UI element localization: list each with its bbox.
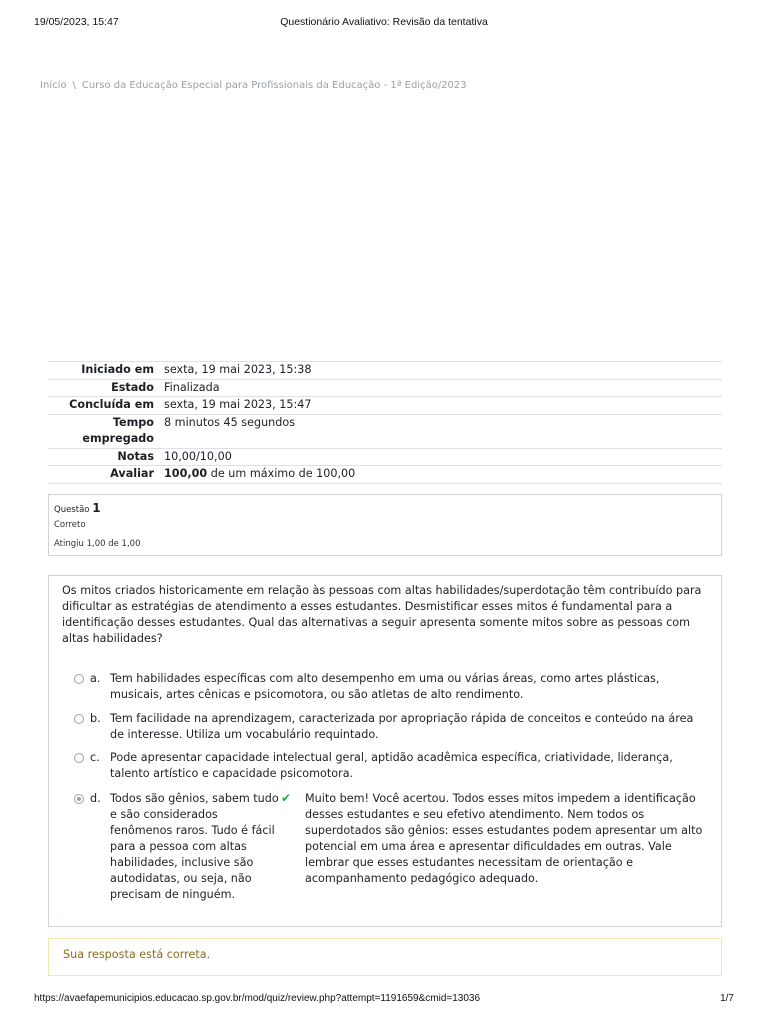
attempt-summary-table — [48, 361, 722, 484]
grade-max: de um máximo de 100,00 — [207, 467, 356, 480]
summary-row — [48, 362, 722, 380]
summary-row — [48, 397, 722, 415]
answer-letter: a. — [90, 672, 101, 685]
summary-label: Concluída em — [69, 398, 154, 411]
question-info — [48, 494, 722, 556]
summary-label: Iniciado em — [81, 363, 154, 376]
answer-radio[interactable] — [74, 714, 84, 724]
summary-value: 8 minutos 45 segundos — [164, 415, 296, 429]
answer-letter: d. — [90, 792, 101, 805]
summary-row — [48, 414, 722, 448]
summary-row — [48, 448, 722, 466]
print-page-number: 1/7 — [720, 993, 734, 1004]
print-header — [34, 16, 734, 30]
summary-label: Avaliar — [110, 467, 154, 480]
summary-value: 10,00/10,00 — [164, 449, 232, 463]
summary-row — [48, 379, 722, 397]
print-url: https://avaefapemunicipios.educacao.sp.gov.br/mod/quiz/review.php?attempt=1191659&cmid=13036 — [34, 993, 481, 1004]
question-number — [54, 501, 101, 515]
summary-row — [48, 466, 722, 484]
question-state: Correto — [54, 520, 86, 530]
summary-value — [160, 466, 722, 484]
question-grade: Atingiu 1,00 de 1,00 — [54, 539, 141, 549]
question-label: Questão — [54, 505, 90, 515]
summary-label: Notas — [117, 449, 154, 463]
breadcrumb-home-link[interactable]: Início — [40, 80, 67, 91]
outcome-text: Sua resposta está correta. — [63, 948, 211, 961]
answer-letter: b. — [90, 712, 101, 725]
print-title: Questionário Avaliativo: Revisão da tentativa — [280, 16, 488, 28]
summary-value: Finalizada — [164, 380, 220, 394]
question-text: Os mitos criados historicamente em relação às pessoas com altas habilidades/superdotação têm contribuído para dificultar as estratégias de atendimento a esses estudantes. Desmistificar esses mitos é fundamental para a identificação desses estudantes. Qual das alternativas a seguir apresenta somente mitos sobre as pessoas com altas habilidades? — [62, 584, 702, 645]
outcome-box — [48, 938, 722, 976]
answer-text: Tem habilidades específicas com alto desempenho em uma ou várias áreas, como artes plásticas, musicais, artes cênicas e psicomotora, ou são atletas de alto rendimento. — [110, 672, 660, 701]
print-datetime: 19/05/2023, 15:47 — [34, 16, 119, 28]
summary-label: Tempo empregado — [82, 415, 154, 445]
answer-radio[interactable] — [74, 674, 84, 684]
summary-label: Estado — [111, 380, 154, 394]
check-icon: ✔ — [281, 791, 292, 805]
breadcrumb-separator: \ — [72, 80, 76, 91]
answer-radio-selected[interactable] — [74, 794, 84, 804]
answer-text: Todos são gênios, sabem tudo e são considerados fenômenos raros. Tudo é fácil para a pessoa com altas habilidades, inclusive são autodidatas, ou seja, não precisam de ninguém. — [110, 792, 279, 901]
question-number-value: 1 — [92, 501, 101, 515]
answer-feedback: Muito bem! Você acertou. Todos esses mitos impedem a identificação desses estudantes e seu efetivo atendimento. Nem todos os superdotados são gênios: esses estudantes podem apresentar um alto potencial em uma área e apresentar dificuldades em outras. Vale lembrar que esses estudantes necessitam de orientação e acompanhamento pedagógico adequado. — [305, 792, 703, 885]
grade-value: 100,00 — [164, 467, 208, 480]
summary-value: sexta, 19 mai 2023, 15:38 — [164, 363, 312, 376]
answer-letter: c. — [90, 751, 100, 764]
summary-value: sexta, 19 mai 2023, 15:47 — [164, 398, 312, 411]
print-footer — [34, 993, 734, 1007]
answer-radio[interactable] — [74, 753, 84, 763]
breadcrumb — [40, 80, 738, 91]
answer-text: Pode apresentar capacidade intelectual geral, aptidão acadêmica específica, criatividade, liderança, talento artístico e capacidade psicomotora. — [110, 751, 673, 780]
answer-text: Tem facilidade na aprendizagem, caracterizada por apropriação rápida de conceitos e conteúdo na área de interesse. Utiliza um vocabulário requintado. — [110, 712, 694, 741]
breadcrumb-course-link[interactable]: Curso da Educação Especial para Profissionais da Educação - 1ª Edição/2023 — [81, 80, 467, 91]
